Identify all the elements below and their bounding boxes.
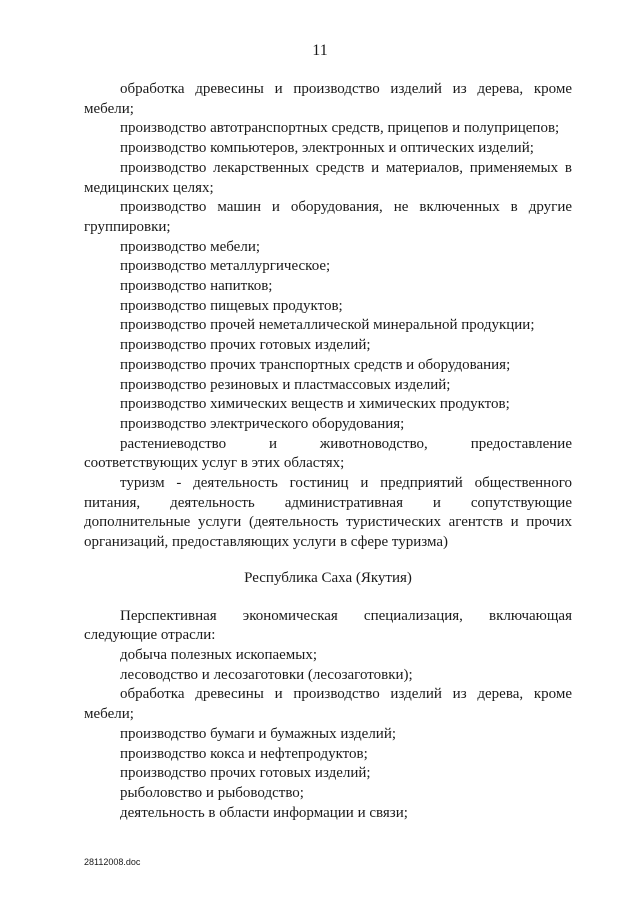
paragraph: туризм - деятельность гостиниц и предприятий общественного питания, деятельность административная и сопутствующие дополнительные услуги (деятельность туристических агентств и прочих организаций, предоставляющих услуги в сфере туризма) [84,475,572,551]
paragraph: добыча полезных ископаемых; [120,646,318,663]
paragraph: производство автотранспортных средств, прицепов и полуприцепов; [120,120,560,137]
paragraph: производство компьютеров, электронных и оптических изделий; [120,140,534,157]
paragraph: производство прочих транспортных средств и оборудования; [120,356,511,373]
paragraph: лесоводство и лесозаготовки (лесозаготовки); [120,666,413,683]
paragraph: производство прочей неметаллической минеральной продукции; [120,317,535,334]
paragraph: производство химических веществ и химических продуктов; [120,396,510,413]
paragraph: рыболовство и рыбоводство; [120,784,304,801]
paragraph: производство прочих готовых изделий; [120,337,371,354]
paragraph: производство электрического оборудования; [120,415,405,432]
paragraph: производство кокса и нефтепродуктов; [120,745,368,762]
paragraph: производство напитков; [120,278,273,295]
paragraph: обработка древесины и производство изделий из дерева, кроме мебели; [84,686,572,723]
paragraph: производство прочих готовых изделий; [120,765,371,782]
paragraph: производство бумаги и бумажных изделий; [120,725,397,742]
paragraph: производство мебели; [120,238,261,255]
paragraph: Перспективная экономическая специализация, включающая следующие отрасли: [84,607,572,644]
specialization-block [84,607,572,824]
paragraph: производство резиновых и пластмассовых изделий; [120,376,451,393]
industry-list-block [84,80,572,553]
page-number: 11 [312,42,328,59]
document-body [84,80,572,823]
paragraph: деятельность в области информации и связи; [120,804,408,821]
paragraph: производство пищевых продуктов; [120,297,343,314]
footer-filename: 28112008.doc [84,857,141,867]
paragraph: производство лекарственных средств и материалов, применяемых в медицинских целях; [84,159,572,196]
paragraph: обработка древесины и производство изделий из дерева, кроме мебели; [84,81,572,117]
paragraph: производство металлургическое; [120,258,331,275]
paragraph: растениеводство и животноводство, предоставление соответствующих услуг в этих областях; [84,435,572,472]
paragraph: производство машин и оборудования, не включенных в другие группировки; [84,199,572,235]
region-heading: Республика Саха (Якутия) [244,569,412,586]
